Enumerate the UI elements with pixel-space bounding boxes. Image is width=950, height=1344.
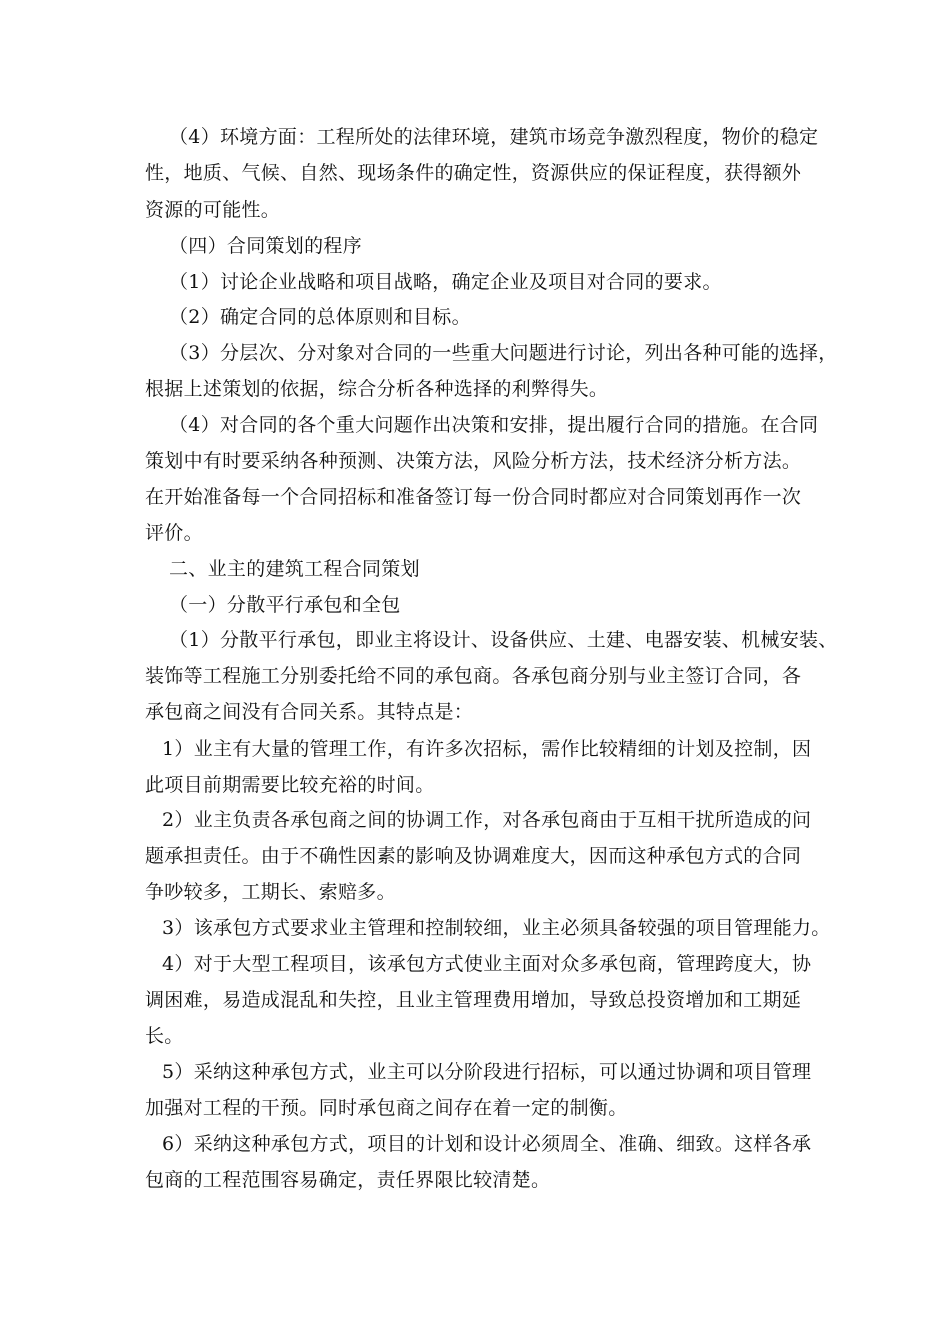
text-line: 调困难，易造成混乱和失控，且业主管理费用增加，导致总投资增加和工期延	[145, 989, 802, 1011]
text-line: 长。	[145, 1025, 184, 1047]
section-heading: （四）合同策划的程序	[169, 235, 363, 257]
text-line: 加强对工程的干预。同时承包商之间存在着一定的制衡。	[145, 1097, 628, 1119]
text-line: （3）分层次、分对象对合同的一些重大问题进行讨论，列出各种可能的选择，	[169, 342, 838, 364]
text-line: 装饰等工程施工分别委托给不同的承包商。各承包商分别与业主签订合同，各	[145, 665, 802, 687]
text-line: 2）业主负责各承包商之间的协调工作，对各承包商由于互相干扰所造成的问	[162, 809, 812, 831]
text-line: 3）该承包方式要求业主管理和控制较细，业主必须具备较强的项目管理能力。	[162, 917, 831, 939]
text-line: （1）讨论企业战略和项目战略，确定企业及项目对合同的要求。	[169, 271, 722, 293]
text-line: （4）对合同的各个重大问题作出决策和安排，提出履行合同的措施。在合同	[169, 414, 819, 436]
text-line: 5）采纳这种承包方式，业主可以分阶段进行招标，可以通过协调和项目管理	[162, 1061, 812, 1083]
text-line: 4）对于大型工程项目，该承包方式使业主面对众多承包商，管理跨度大，协	[162, 953, 812, 975]
text-line: 性，地质、气候、自然、现场条件的确定性，资源供应的保证程度，获得额外	[145, 162, 802, 184]
text-line: 评价。	[145, 522, 203, 544]
text-line: （4）环境方面：工程所处的法律环境，建筑市场竞争激烈程度，物价的稳定	[169, 126, 819, 148]
section-heading: （一）分散平行承包和全包	[169, 594, 401, 616]
text-line: 包商的工程范围容易确定，责任界限比较清楚。	[145, 1169, 551, 1191]
text-line: 1）业主有大量的管理工作，有许多次招标，需作比较精细的计划及控制，因	[162, 738, 812, 760]
text-line: （1）分散平行承包，即业主将设计、设备供应、土建、电器安装、机械安装、	[169, 629, 838, 651]
text-line: 承包商之间没有合同关系。其特点是：	[145, 701, 474, 723]
text-line: （2）确定合同的总体原则和目标。	[169, 306, 471, 328]
text-line: 资源的可能性。	[145, 199, 281, 221]
text-line: 题承担责任。由于不确性因素的影响及协调难度大，因而这种承包方式的合同	[145, 845, 802, 867]
text-line: 争吵较多，工期长、索赔多。	[145, 881, 396, 903]
text-line: 此项目前期需要比较充裕的时间。	[145, 774, 435, 796]
text-line: 在开始准备每一个合同招标和准备签订每一份合同时都应对合同策划再作一次	[145, 486, 802, 508]
section-heading: 二、业主的建筑工程合同策划	[169, 558, 420, 580]
text-line: 策划中有时要采纳各种预测、决策方法，风险分析方法，技术经济分析方法。	[145, 450, 802, 472]
text-line: 根据上述策划的依据，综合分析各种选择的利弊得失。	[145, 378, 609, 400]
text-line: 6）采纳这种承包方式，项目的计划和设计必须周全、准确、细致。这样各承	[162, 1133, 812, 1155]
